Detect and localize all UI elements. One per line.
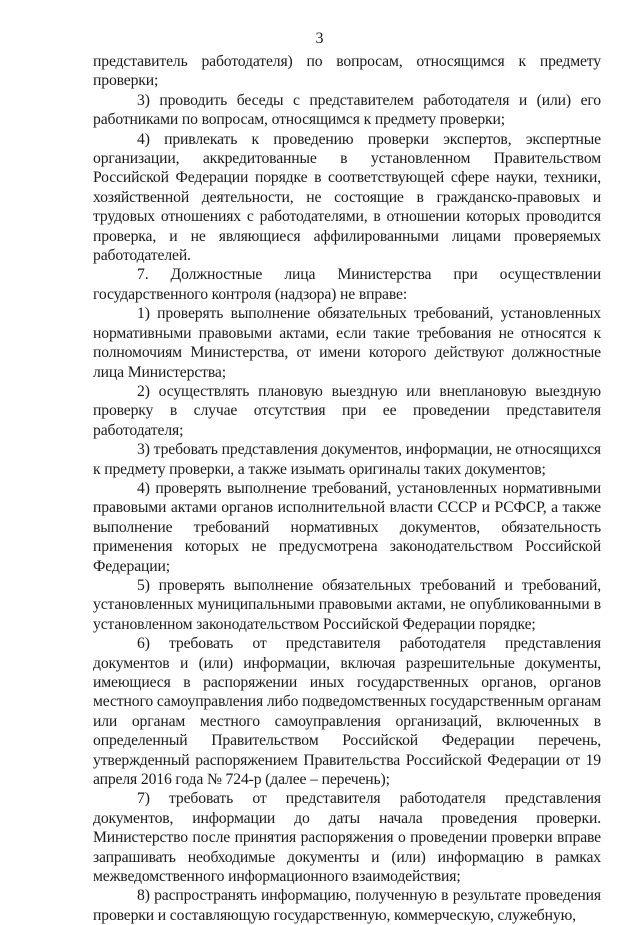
paragraph-restriction-1: 1) проверять выполнение обязательных требований, установленных нормативными правовыми актами, если такие требования не относятся к полномочиям Министерства, от имени которого действуют должностные лица Министерства;: [93, 305, 601, 381]
paragraph-restriction-4: 4) проверять выполнение требований, установленных нормативными правовыми актами органов исполнительной власти СССР и РСФСР, а также выполнение требований нормативных документов, обязательность применения которых не предусмотрена законодательством Российской Федерации;: [93, 479, 601, 575]
page-number: 3: [315, 30, 324, 47]
document-body: [93, 52, 601, 925]
paragraph-restriction-7: 7) требовать от представителя работодателя представления документов, информации до даты начала проведения проверки. Министерство после принятия распоряжения о проведении проверки вправе запрашивать необходимые документы и (или) информацию в рамках межведомственного информационного взаимодействия;: [93, 790, 601, 886]
paragraph-continuation: представитель работодателя) по вопросам, относящимся к предмету проверки;: [93, 53, 601, 90]
paragraph-restriction-2: 2) осуществлять плановую выездную или внеплановую выездную проверку в случае отсутствия при ее проведении представителя работодателя;: [93, 382, 601, 439]
paragraph-item-4: 4) привлекать к проведению проверки экспертов, экспертные организации, аккредитованные в установленном Правительством Российской Федерации порядке в соответствующей сфере науки, техники, хозяйственной деятельности, не состоящие в гражданско-правовых и трудовых отношениях с работодателями, в отношении которых проводится проверка, и не являющиеся аффилированными лицами проверяемых работодателей.: [93, 130, 601, 265]
paragraph-item-3: 3) проводить беседы с представителем работодателя и (или) его работниками по вопросам, относящимся к предмету проверки;: [93, 91, 601, 129]
paragraph-section-7: 7. Должностные лица Министерства при осуществлении государственного контроля (надзора) не вправе:: [93, 266, 601, 303]
paragraph-restriction-8: 8) распространять информацию, полученную в результате проведения проверки и составляющую государственную, коммерческую, служебную,: [93, 887, 601, 924]
paragraph-restriction-3: 3) требовать представления документов, информации, не относящихся к предмету проверки, а также изымать оригиналы таких документов;: [93, 441, 601, 478]
paragraph-restriction-6: 6) требовать от представителя работодателя представления документов и (или) информации, включая разрешительные документы, имеющиеся в распоряжении иных государственных органов, органов местного самоуправления либо подведомственных государственным органам или органам местного самоуправления организаций, включенных в определенный Правительством Российской Федерации перечень, утвержденный распоряжением Правительства Российской Федерации от 19 апреля 2016 года № 724-р (далее – перечень);: [93, 635, 601, 789]
paragraph-restriction-5: 5) проверять выполнение обязательных требований и требований, установленных муниципальными правовыми актами, не опубликованными в установленном законодательством Российской Федерации порядке;: [93, 576, 601, 633]
